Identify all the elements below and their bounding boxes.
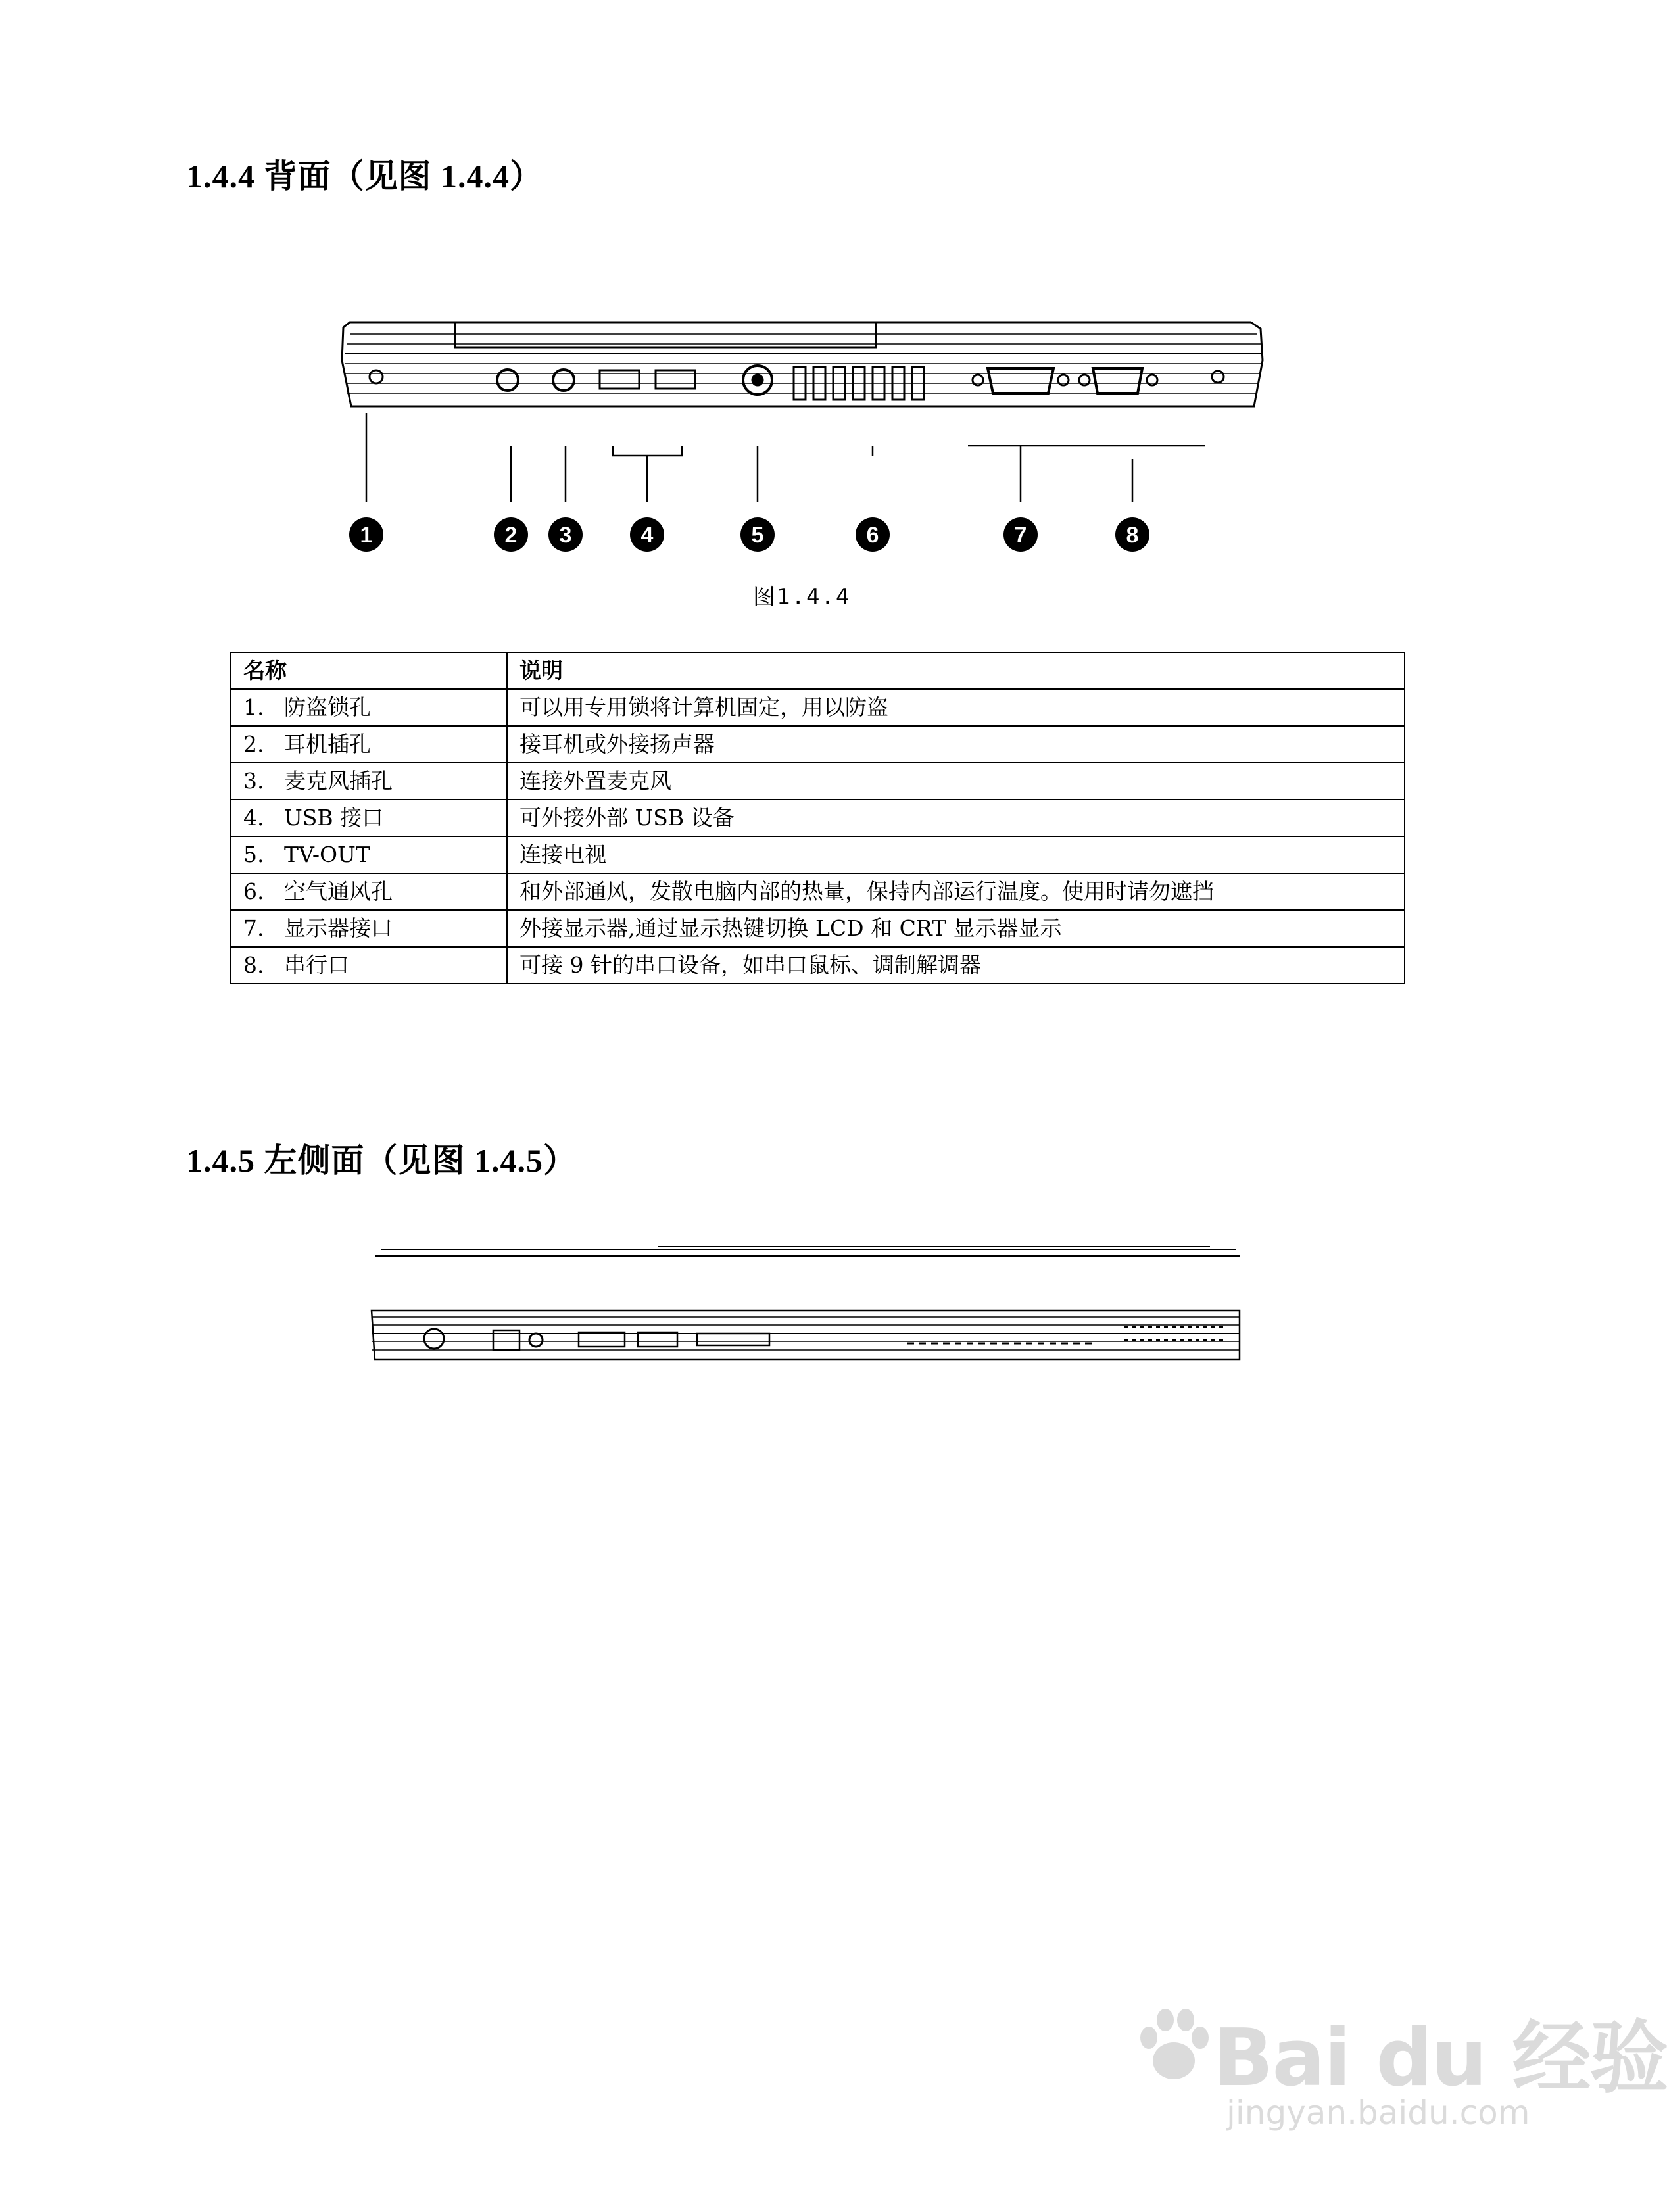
port-description: 可外接外部 USB 设备 — [507, 800, 1405, 836]
callout-4 — [630, 517, 664, 552]
row-number: 2. — [243, 731, 264, 757]
port-name-cell — [231, 947, 507, 984]
table-row — [231, 763, 1405, 800]
port-name: USB 接口 — [284, 805, 384, 830]
callout-6-label: 6 — [866, 523, 879, 548]
section-heading-left-side: 1.4.5 左侧面（见图 1.4.5） — [186, 1142, 577, 1179]
table-row — [231, 800, 1405, 836]
callout-3 — [548, 517, 583, 552]
row-number: 4. — [243, 805, 264, 830]
port-description: 连接电视 — [507, 836, 1405, 873]
callout-5 — [740, 517, 775, 552]
port-description: 可接 9 针的串口设备，如串口鼠标、调制解调器 — [507, 947, 1405, 984]
callout-leader-lines — [366, 413, 1205, 502]
callout-markers — [349, 517, 1149, 552]
table-row — [231, 947, 1405, 984]
port-name-cell — [231, 726, 507, 763]
callout-8-label: 8 — [1126, 523, 1139, 548]
table-row — [231, 689, 1405, 726]
watermark-logo: Bai du 经验 — [1213, 2013, 1667, 2104]
callout-2-label: 2 — [504, 523, 518, 548]
row-number: 3. — [243, 768, 264, 794]
callout-3-label: 3 — [559, 523, 572, 548]
column-header-name: 名称 — [231, 652, 507, 689]
port-description: 接耳机或外接扬声器 — [507, 726, 1405, 763]
table-row — [231, 836, 1405, 873]
port-name-cell — [231, 873, 507, 910]
port-description: 连接外置麦克风 — [507, 763, 1405, 800]
callout-8 — [1115, 517, 1149, 552]
port-name: TV-OUT — [284, 842, 370, 867]
table-row — [231, 726, 1405, 763]
laptop-back-figure — [337, 314, 1270, 571]
port-description: 可以用专用锁将计算机固定，用以防盗 — [507, 689, 1405, 726]
watermark-url: jingyan.baidu.com — [1226, 2094, 1530, 2132]
port-name: 防盗锁孔 — [284, 694, 371, 720]
port-name-cell — [231, 763, 507, 800]
table-row — [231, 873, 1405, 910]
port-name-cell — [231, 836, 507, 873]
laptop-back-illustration — [342, 322, 1263, 406]
callout-7-label: 7 — [1014, 523, 1027, 548]
port-description: 外接显示器,通过显示热键切换 LCD 和 CRT 显示器显示 — [507, 910, 1405, 947]
section-heading-back: 1.4.4 背面（见图 1.4.4） — [186, 158, 543, 195]
figure-caption: 图1.4.4 — [753, 584, 851, 610]
callout-4-label: 4 — [640, 523, 654, 548]
column-header-description: 说明 — [507, 652, 1405, 689]
port-name: 耳机插孔 — [284, 731, 371, 757]
port-name: 显示器接口 — [284, 915, 393, 941]
callout-6 — [856, 517, 890, 552]
callout-5-label: 5 — [751, 523, 764, 548]
laptop-left-side-figure — [368, 1241, 1243, 1373]
paw-icon — [1134, 2002, 1213, 2087]
port-name-cell — [231, 910, 507, 947]
table-row — [231, 910, 1405, 947]
row-number: 7. — [243, 915, 264, 941]
port-name-cell — [231, 800, 507, 836]
row-number: 6. — [243, 878, 264, 904]
callout-2 — [494, 517, 528, 552]
callout-1-label: 1 — [360, 523, 373, 548]
baidu-jingyan-watermark — [1134, 1995, 1667, 2146]
port-description-table — [230, 652, 1405, 984]
row-number: 8. — [243, 952, 264, 978]
port-name: 空气通风孔 — [284, 878, 393, 904]
port-name: 串行口 — [284, 952, 349, 978]
row-number: 5. — [243, 842, 264, 867]
port-name: 麦克风插孔 — [284, 768, 393, 794]
callout-1 — [349, 517, 383, 552]
callout-7 — [1003, 517, 1038, 552]
port-description: 和外部通风，发散电脑内部的热量，保持内部运行温度。使用时请勿遮挡 — [507, 873, 1405, 910]
row-number: 1. — [243, 694, 264, 720]
port-name-cell — [231, 689, 507, 726]
table-header-row — [231, 652, 1405, 689]
